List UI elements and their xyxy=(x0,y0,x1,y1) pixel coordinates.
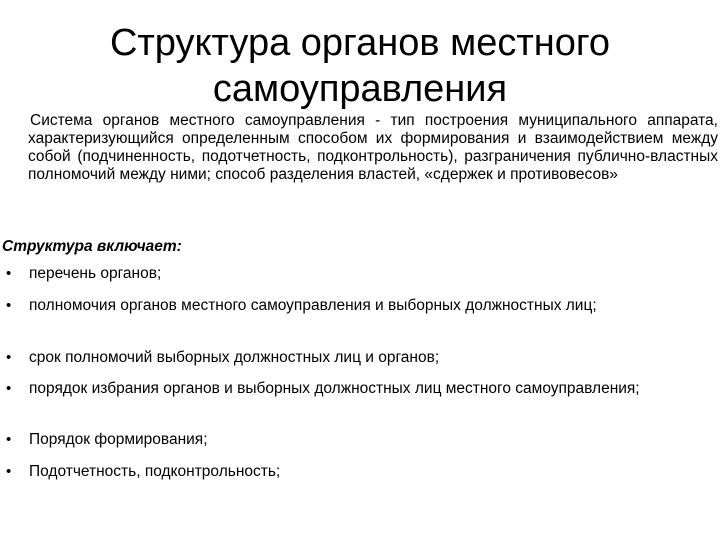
structure-heading: Структура включает: xyxy=(2,238,182,255)
list-item-text: полномочия органов местного самоуправления и выборных должностных лиц; xyxy=(29,297,597,314)
list-item-text: порядок избрания органов и выборных должностных лиц местного самоуправления; xyxy=(29,380,640,397)
bullet-icon: • xyxy=(6,297,12,314)
bullet-icon: • xyxy=(6,431,12,448)
bullet-icon: • xyxy=(6,380,12,397)
slide-title: Структура органов местного самоуправления xyxy=(109,22,611,110)
list-item-text: Порядок формирования; xyxy=(29,431,208,448)
list-item-text: перечень органов; xyxy=(29,265,162,282)
bullet-icon: • xyxy=(6,265,12,282)
bullet-icon: • xyxy=(6,463,12,480)
bullet-icon: • xyxy=(6,349,12,366)
list-item-text: срок полномочий выборных должностных лиц и органов; xyxy=(29,349,440,366)
definition-paragraph: Система органов местного самоуправления - тип построения муниципального аппарата, характеризующийся определенным способом их формирования и взаимодействием между собой (подчиненность, подотчетность, подконтрольность), разграничения публично-властных полномочий между ними; способ разделения властей, «сдержек и противовесов» xyxy=(28,112,718,183)
list-item-text: Подотчетность, подконтрольность; xyxy=(29,463,281,480)
